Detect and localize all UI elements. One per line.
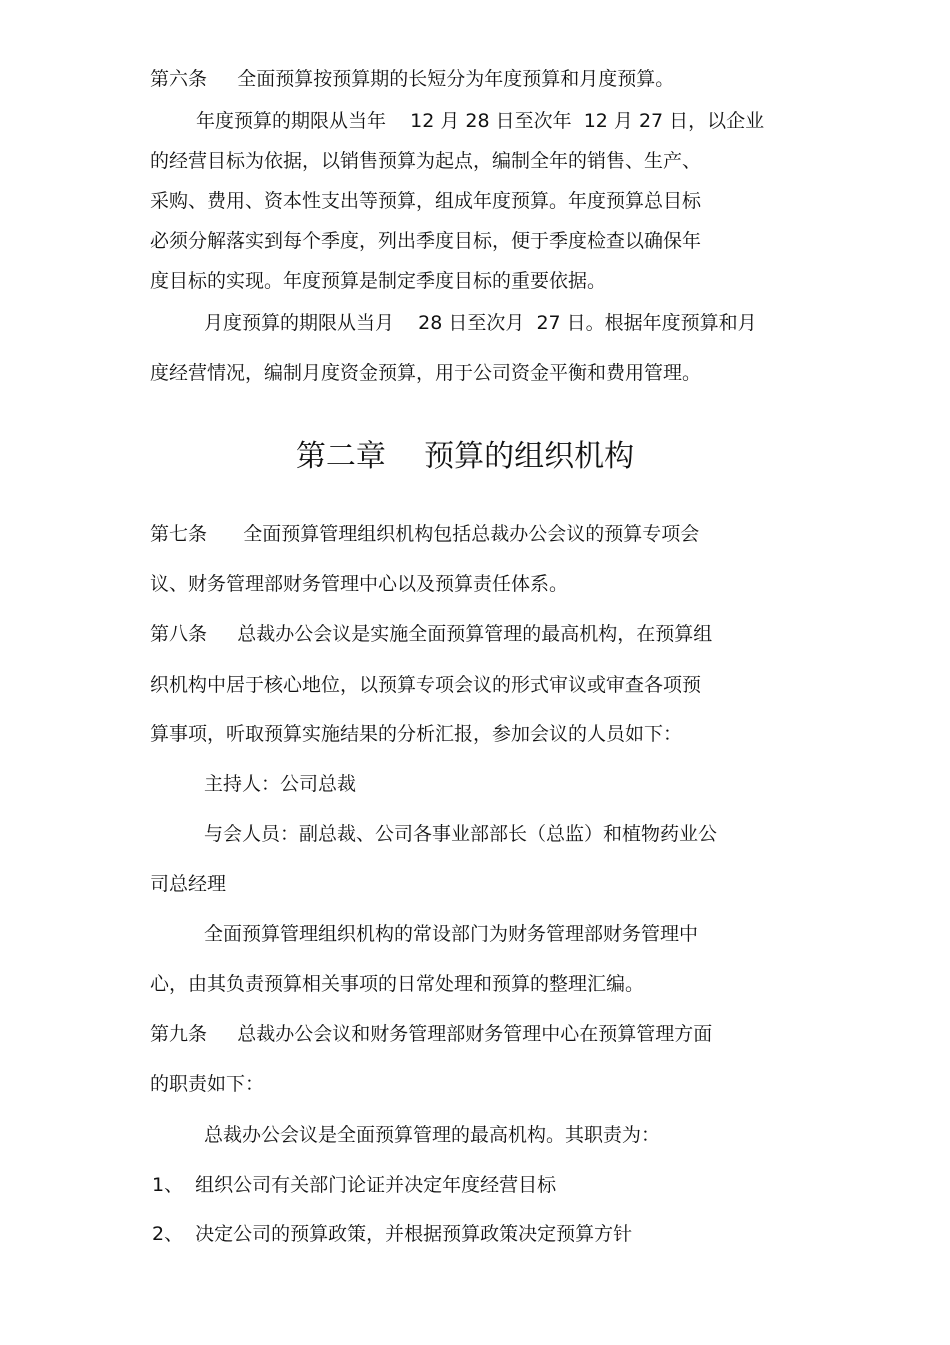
article-9-line-1: 第九条 总裁办公会议和财务管理部财务管理中心在预算管理方面 — [150, 1023, 713, 1045]
article-6-line-7: 月度预算的期限从当月 28 日至次月 27 日。根据年度预算和月 — [204, 312, 757, 334]
article-8-line-1: 第八条 总裁办公会议是实施全面预算管理的最高机构，在预算组 — [150, 623, 713, 645]
duty-item-1: 1、 组织公司有关部门论证并决定年度经营目标 — [152, 1174, 557, 1196]
standing-dept-line-2: 心，由其负责预算相关事项的日常处理和预算的整理汇编。 — [150, 973, 645, 995]
article-6-line-4: 采购、费用、资本性支出等预算，组成年度预算。年度预算总目标 — [150, 190, 702, 212]
article-6-line-3: 的经营目标为依据，以销售预算为起点，编制全年的销售、生产、 — [150, 150, 702, 172]
article-6-line-8: 度经营情况，编制月度资金预算，用于公司资金平衡和费用管理。 — [150, 362, 702, 384]
duty-intro: 总裁办公会议是全面预算管理的最高机构。其职责为： — [204, 1124, 661, 1146]
article-6-line-1: 第六条 全面预算按预算期的长短分为年度预算和月度预算。 — [150, 68, 675, 90]
article-7-line-2: 议、财务管理部财务管理中心以及预算责任体系。 — [150, 573, 569, 595]
article-6-line-2: 年度预算的期限从当年 12 月 28 日至次年 12 月 27 日，以企业 — [196, 110, 765, 132]
article-8-line-3: 算事项，听取预算实施结果的分析汇报，参加会议的人员如下： — [150, 723, 683, 745]
article-6-line-6: 度目标的实现。年度预算是制定季度目标的重要依据。 — [150, 270, 607, 292]
chapter-title: 第二章 预算的组织机构 — [295, 439, 635, 474]
duty-item-2: 2、 决定公司的预算政策，并根据预算政策决定预算方针 — [152, 1223, 633, 1245]
article-8-line-2: 织机构中居于核心地位，以预算专项会议的形式审议或审查各项预 — [150, 674, 702, 696]
article-7-line-1: 第七条 全面预算管理组织机构包括总裁办公会议的预算专项会 — [150, 523, 700, 545]
article-6-line-5: 必须分解落实到每个季度，列出季度目标，便于季度检查以确保年 — [150, 230, 702, 252]
meeting-attendees-line-1: 与会人员：副总裁、公司各事业部部长（总监）和植物药业公 — [204, 823, 718, 845]
standing-dept-line-1: 全面预算管理组织机构的常设部门为财务管理部财务管理中 — [204, 923, 699, 945]
meeting-attendees-line-2: 司总经理 — [150, 873, 227, 895]
meeting-host: 主持人：公司总裁 — [204, 773, 357, 795]
article-9-line-2: 的职责如下： — [150, 1073, 265, 1095]
